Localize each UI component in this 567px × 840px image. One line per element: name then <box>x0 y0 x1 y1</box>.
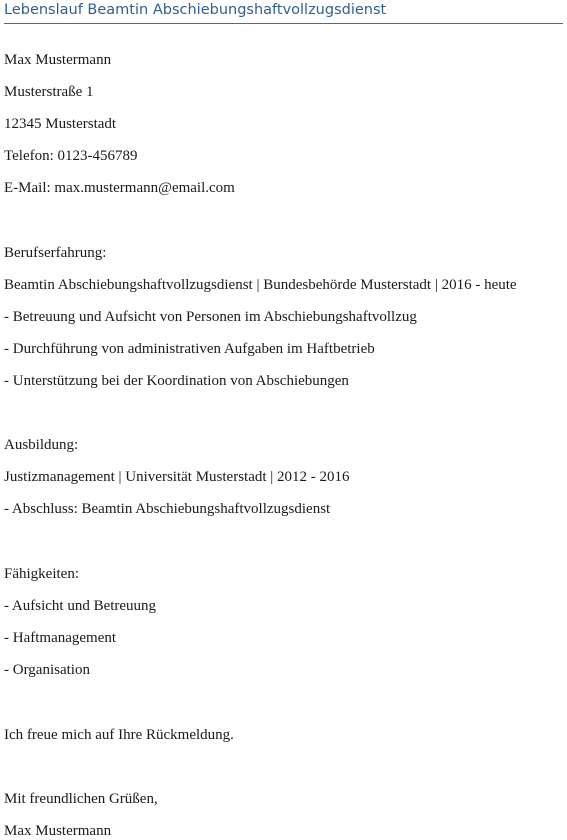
education-item: - Abschluss: Beamtin Abschiebungshaftvollzugsdienst <box>4 501 331 517</box>
skills-item: - Aufsicht und Betreuung <box>4 598 157 614</box>
contact-city: 12345 Musterstadt <box>4 116 117 132</box>
contact-name: Max Mustermann <box>4 52 112 68</box>
experience-item: - Durchführung von administrativen Aufgaben im Haftbetrieb <box>4 341 375 357</box>
contact-phone: Telefon: 0123-456789 <box>4 148 138 164</box>
education-heading: Ausbildung: <box>4 437 79 453</box>
closing-sentence: Ich freue mich auf Ihre Rückmeldung. <box>4 727 234 743</box>
contact-email: E-Mail: max.mustermann@email.com <box>4 180 235 196</box>
skills-item: - Haftmanagement <box>4 630 117 646</box>
closing-greeting: Mit freundlichen Grüßen, <box>4 791 158 807</box>
education-entry: Justizmanagement | Universität Musterstadt | 2012 - 2016 <box>4 469 350 485</box>
page-header <box>4 0 563 24</box>
contact-street: Musterstraße 1 <box>4 84 94 100</box>
experience-position: Beamtin Abschiebungshaftvollzugsdienst | Bundesbehörde Musterstadt | 2016 - heute <box>4 277 517 293</box>
skills-item: - Organisation <box>4 662 90 678</box>
skills-heading: Fähigkeiten: <box>4 566 79 582</box>
experience-item: - Betreuung und Aufsicht von Personen im Abschiebungshaftvollzug <box>4 309 417 325</box>
header-title: Lebenslauf Beamtin Abschiebungshaftvollzugsdienst <box>4 2 387 18</box>
experience-item: - Unterstützung bei der Koordination von Abschiebungen <box>4 373 349 389</box>
closing-signature: Max Mustermann <box>4 823 112 839</box>
experience-heading: Berufserfahrung: <box>4 245 107 261</box>
